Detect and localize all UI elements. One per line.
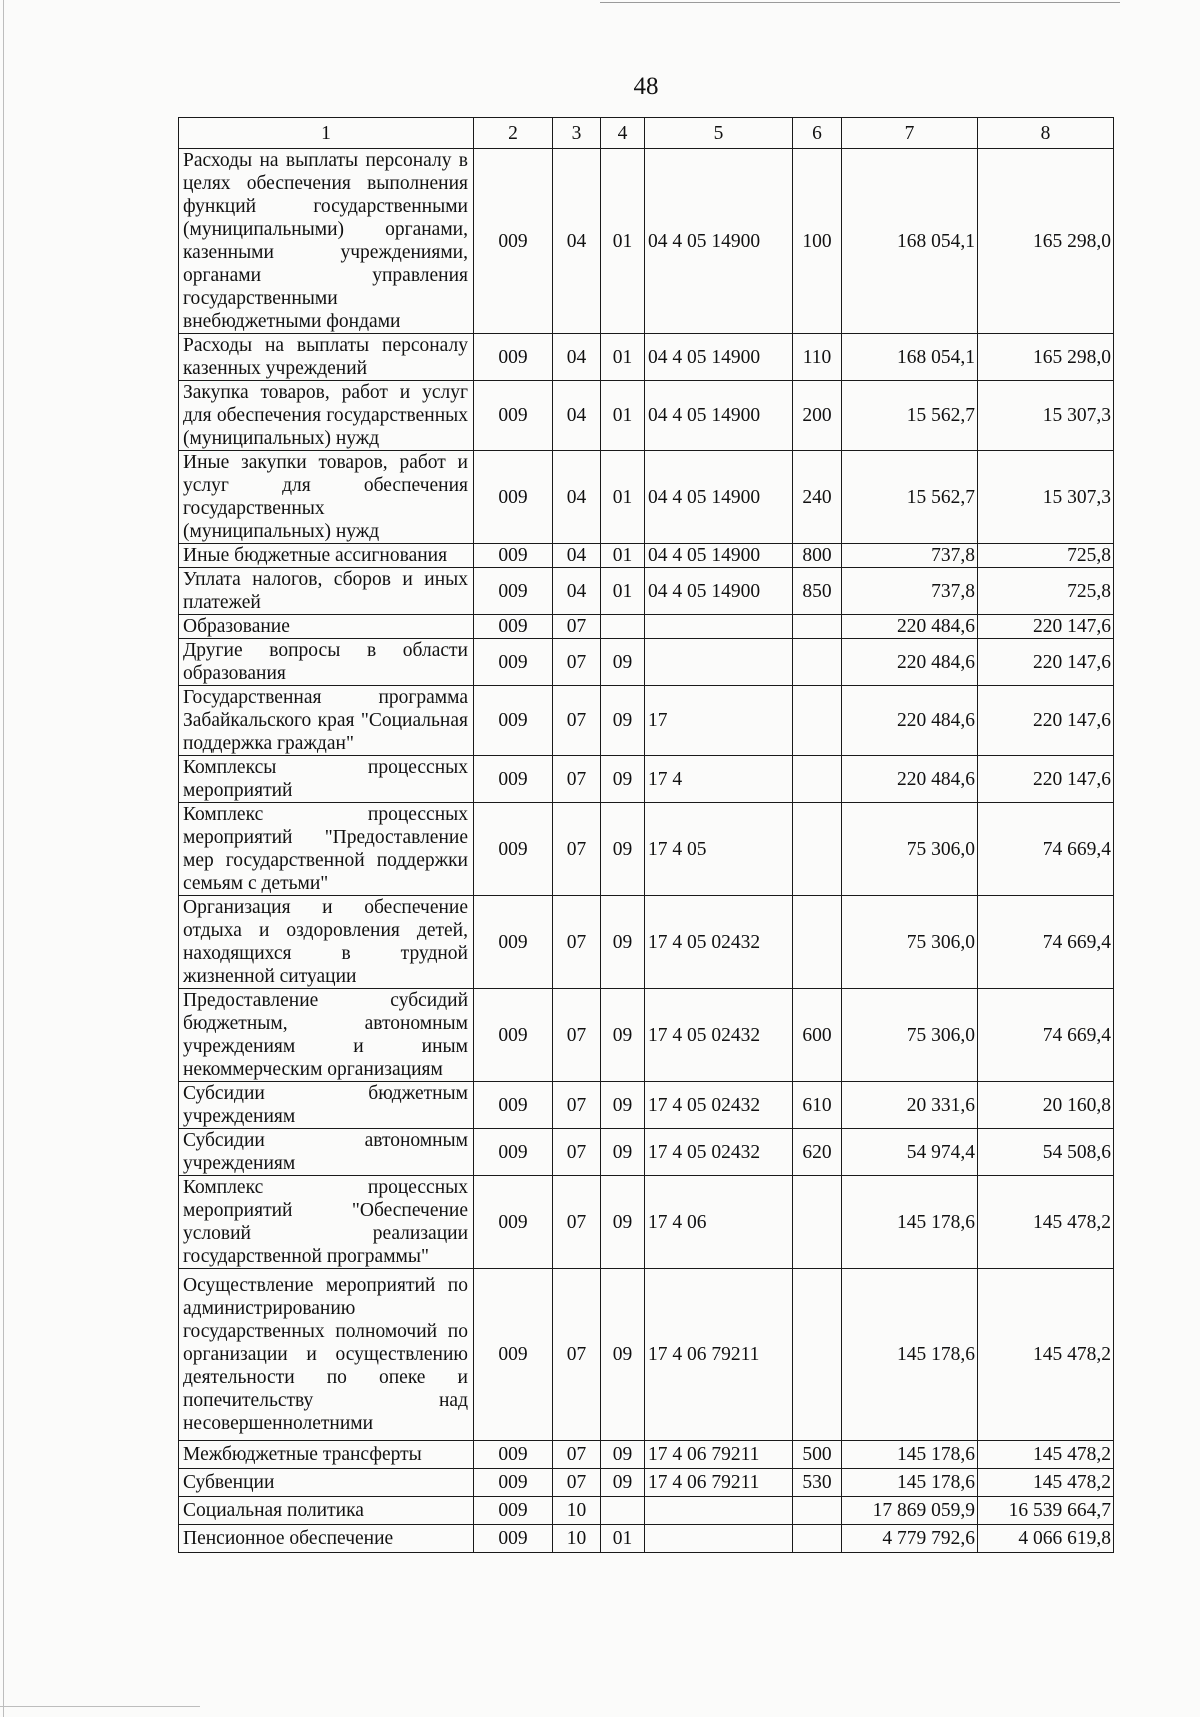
row-amount-col8: 220 147,6 bbox=[978, 639, 1114, 686]
column-number-8: 8 bbox=[978, 118, 1114, 149]
row-ministry-code: 009 bbox=[474, 544, 553, 568]
row-amount-col7: 75 306,0 bbox=[842, 896, 978, 989]
row-amount-col7: 145 178,6 bbox=[842, 1269, 978, 1441]
row-description: Образование bbox=[179, 615, 474, 639]
row-ministry-code: 009 bbox=[474, 1497, 553, 1525]
row-description: Комплекс процессных мероприятий "Обеспечение условий реализации государственной программы" bbox=[179, 1176, 474, 1269]
scan-edge-left bbox=[3, 0, 4, 1717]
table-row bbox=[179, 149, 1114, 334]
row-description: Социальная политика bbox=[179, 1497, 474, 1525]
row-subsection-code: 01 bbox=[601, 544, 645, 568]
row-target-article: 17 4 05 02432 bbox=[645, 1129, 793, 1176]
row-subsection-code: 01 bbox=[601, 149, 645, 334]
row-amount-col7: 220 484,6 bbox=[842, 639, 978, 686]
row-target-article: 04 4 05 14900 bbox=[645, 334, 793, 381]
row-amount-col8: 145 478,2 bbox=[978, 1469, 1114, 1497]
row-target-article bbox=[645, 1525, 793, 1553]
row-expense-type: 200 bbox=[793, 381, 842, 451]
row-ministry-code: 009 bbox=[474, 1269, 553, 1441]
table-row bbox=[179, 989, 1114, 1082]
row-amount-col8: 220 147,6 bbox=[978, 686, 1114, 756]
row-description: Пенсионное обеспечение bbox=[179, 1525, 474, 1553]
row-amount-col7: 168 054,1 bbox=[842, 334, 978, 381]
row-expense-type bbox=[793, 1525, 842, 1553]
row-subsection-code: 09 bbox=[601, 803, 645, 896]
row-amount-col8: 4 066 619,8 bbox=[978, 1525, 1114, 1553]
row-section-code: 07 bbox=[553, 1176, 601, 1269]
row-amount-col8: 220 147,6 bbox=[978, 756, 1114, 803]
row-ministry-code: 009 bbox=[474, 149, 553, 334]
row-description: Предоставление субсидий бюджетным, автономным учреждениям и иным некоммерческим организациям bbox=[179, 989, 474, 1082]
row-ministry-code: 009 bbox=[474, 381, 553, 451]
row-target-article: 17 4 05 02432 bbox=[645, 896, 793, 989]
table-row bbox=[179, 615, 1114, 639]
row-ministry-code: 009 bbox=[474, 1176, 553, 1269]
row-target-article: 17 4 05 02432 bbox=[645, 1082, 793, 1129]
row-amount-col7: 15 562,7 bbox=[842, 381, 978, 451]
row-section-code: 07 bbox=[553, 1469, 601, 1497]
table-row bbox=[179, 334, 1114, 381]
row-amount-col8: 20 160,8 bbox=[978, 1082, 1114, 1129]
row-target-article: 04 4 05 14900 bbox=[645, 149, 793, 334]
row-description: Осуществление мероприятий по администрированию государственных полномочий по организации и осуществлению деятельности по опеке и попечительству над несовершеннолетними bbox=[179, 1269, 474, 1441]
row-target-article bbox=[645, 639, 793, 686]
row-ministry-code: 009 bbox=[474, 1525, 553, 1553]
table-row bbox=[179, 1269, 1114, 1441]
row-amount-col8: 220 147,6 bbox=[978, 615, 1114, 639]
row-amount-col7: 20 331,6 bbox=[842, 1082, 978, 1129]
table-row bbox=[179, 686, 1114, 756]
table-row bbox=[179, 381, 1114, 451]
row-target-article: 17 4 05 02432 bbox=[645, 989, 793, 1082]
row-amount-col7: 220 484,6 bbox=[842, 756, 978, 803]
row-expense-type: 110 bbox=[793, 334, 842, 381]
row-section-code: 07 bbox=[553, 639, 601, 686]
row-target-article: 17 4 06 79211 bbox=[645, 1269, 793, 1441]
row-amount-col8: 145 478,2 bbox=[978, 1441, 1114, 1469]
row-target-article: 17 4 06 79211 bbox=[645, 1469, 793, 1497]
column-number-row bbox=[179, 118, 1114, 149]
page-number: 48 bbox=[633, 73, 659, 100]
row-target-article: 04 4 05 14900 bbox=[645, 381, 793, 451]
column-number-1: 1 bbox=[179, 118, 474, 149]
table-row bbox=[179, 1129, 1114, 1176]
column-number-7: 7 bbox=[842, 118, 978, 149]
row-subsection-code: 01 bbox=[601, 568, 645, 615]
table-row bbox=[179, 803, 1114, 896]
row-subsection-code: 09 bbox=[601, 1269, 645, 1441]
row-amount-col7: 75 306,0 bbox=[842, 989, 978, 1082]
row-subsection-code: 01 bbox=[601, 1525, 645, 1553]
row-ministry-code: 009 bbox=[474, 1082, 553, 1129]
row-ministry-code: 009 bbox=[474, 896, 553, 989]
row-amount-col7: 54 974,4 bbox=[842, 1129, 978, 1176]
row-amount-col8: 725,8 bbox=[978, 544, 1114, 568]
row-amount-col7: 4 779 792,6 bbox=[842, 1525, 978, 1553]
row-expense-type: 620 bbox=[793, 1129, 842, 1176]
row-description: Расходы на выплаты персоналу в целях обеспечения выполнения функций государственными (муниципальными) органами, казенными учреждениями, органами управления государственными внебюджетными фондами bbox=[179, 149, 474, 334]
row-target-article: 04 4 05 14900 bbox=[645, 451, 793, 544]
row-description: Другие вопросы в области образования bbox=[179, 639, 474, 686]
row-section-code: 04 bbox=[553, 451, 601, 544]
column-number-2: 2 bbox=[474, 118, 553, 149]
row-amount-col7: 220 484,6 bbox=[842, 615, 978, 639]
row-section-code: 10 bbox=[553, 1525, 601, 1553]
row-ministry-code: 009 bbox=[474, 756, 553, 803]
row-expense-type bbox=[793, 896, 842, 989]
row-description: Расходы на выплаты персоналу казенных учреждений bbox=[179, 334, 474, 381]
row-description: Организация и обеспечение отдыха и оздоровления детей, находящихся в трудной жизненной ситуации bbox=[179, 896, 474, 989]
row-description: Иные закупки товаров, работ и услуг для обеспечения государственных (муниципальных) нужд bbox=[179, 451, 474, 544]
row-expense-type bbox=[793, 1497, 842, 1525]
row-section-code: 04 bbox=[553, 334, 601, 381]
row-section-code: 04 bbox=[553, 568, 601, 615]
row-expense-type bbox=[793, 1176, 842, 1269]
row-amount-col8: 145 478,2 bbox=[978, 1176, 1114, 1269]
row-target-article bbox=[645, 615, 793, 639]
row-amount-col8: 165 298,0 bbox=[978, 334, 1114, 381]
row-amount-col7: 145 178,6 bbox=[842, 1176, 978, 1269]
row-subsection-code: 09 bbox=[601, 1082, 645, 1129]
row-description: Государственная программа Забайкальского края "Социальная поддержка граждан" bbox=[179, 686, 474, 756]
column-number-5: 5 bbox=[645, 118, 793, 149]
scan-edge-bottom bbox=[0, 1706, 200, 1707]
row-section-code: 07 bbox=[553, 686, 601, 756]
row-section-code: 07 bbox=[553, 989, 601, 1082]
row-ministry-code: 009 bbox=[474, 989, 553, 1082]
row-description: Межбюджетные трансферты bbox=[179, 1441, 474, 1469]
row-description: Уплата налогов, сборов и иных платежей bbox=[179, 568, 474, 615]
row-section-code: 07 bbox=[553, 1129, 601, 1176]
column-number-3: 3 bbox=[553, 118, 601, 149]
row-section-code: 07 bbox=[553, 1441, 601, 1469]
row-target-article: 17 4 bbox=[645, 756, 793, 803]
row-description: Комплексы процессных мероприятий bbox=[179, 756, 474, 803]
row-expense-type: 500 bbox=[793, 1441, 842, 1469]
row-subsection-code: 09 bbox=[601, 896, 645, 989]
table-row bbox=[179, 1525, 1114, 1553]
row-subsection-code: 01 bbox=[601, 451, 645, 544]
table-row bbox=[179, 1441, 1114, 1469]
row-expense-type: 800 bbox=[793, 544, 842, 568]
row-subsection-code: 09 bbox=[601, 639, 645, 686]
row-description: Субсидии бюджетным учреждениям bbox=[179, 1082, 474, 1129]
table-row bbox=[179, 1469, 1114, 1497]
row-target-article: 04 4 05 14900 bbox=[645, 568, 793, 615]
row-expense-type: 610 bbox=[793, 1082, 842, 1129]
row-amount-col8: 74 669,4 bbox=[978, 896, 1114, 989]
row-description: Субсидии автономным учреждениям bbox=[179, 1129, 474, 1176]
row-description: Закупка товаров, работ и услуг для обеспечения государственных (муниципальных) нужд bbox=[179, 381, 474, 451]
row-amount-col7: 168 054,1 bbox=[842, 149, 978, 334]
row-subsection-code: 09 bbox=[601, 1176, 645, 1269]
row-amount-col8: 15 307,3 bbox=[978, 381, 1114, 451]
row-expense-type: 530 bbox=[793, 1469, 842, 1497]
row-section-code: 04 bbox=[553, 381, 601, 451]
row-ministry-code: 009 bbox=[474, 639, 553, 686]
row-amount-col7: 17 869 059,9 bbox=[842, 1497, 978, 1525]
row-amount-col8: 74 669,4 bbox=[978, 989, 1114, 1082]
row-subsection-code: 09 bbox=[601, 1441, 645, 1469]
row-ministry-code: 009 bbox=[474, 334, 553, 381]
row-amount-col8: 145 478,2 bbox=[978, 1269, 1114, 1441]
row-ministry-code: 009 bbox=[474, 1129, 553, 1176]
row-ministry-code: 009 bbox=[474, 686, 553, 756]
row-amount-col7: 145 178,6 bbox=[842, 1441, 978, 1469]
row-target-article: 04 4 05 14900 bbox=[645, 544, 793, 568]
row-amount-col7: 75 306,0 bbox=[842, 803, 978, 896]
row-expense-type bbox=[793, 639, 842, 686]
row-description: Комплекс процессных мероприятий "Предоставление мер государственной поддержки семьям с детьми" bbox=[179, 803, 474, 896]
row-target-article bbox=[645, 1497, 793, 1525]
row-target-article: 17 4 05 bbox=[645, 803, 793, 896]
row-subsection-code: 09 bbox=[601, 756, 645, 803]
row-amount-col8: 15 307,3 bbox=[978, 451, 1114, 544]
table-row bbox=[179, 544, 1114, 568]
table-row bbox=[179, 756, 1114, 803]
row-section-code: 07 bbox=[553, 1269, 601, 1441]
row-ministry-code: 009 bbox=[474, 803, 553, 896]
row-section-code: 07 bbox=[553, 896, 601, 989]
row-subsection-code: 01 bbox=[601, 334, 645, 381]
row-expense-type bbox=[793, 615, 842, 639]
row-amount-col8: 54 508,6 bbox=[978, 1129, 1114, 1176]
scan-edge-top bbox=[600, 2, 1120, 3]
row-target-article: 17 4 06 bbox=[645, 1176, 793, 1269]
table-row bbox=[179, 451, 1114, 544]
row-expense-type bbox=[793, 756, 842, 803]
row-expense-type bbox=[793, 803, 842, 896]
table-row bbox=[179, 1082, 1114, 1129]
row-ministry-code: 009 bbox=[474, 451, 553, 544]
row-section-code: 07 bbox=[553, 1082, 601, 1129]
row-expense-type: 100 bbox=[793, 149, 842, 334]
row-subsection-code: 01 bbox=[601, 381, 645, 451]
table-row bbox=[179, 896, 1114, 989]
row-expense-type: 240 bbox=[793, 451, 842, 544]
row-section-code: 07 bbox=[553, 756, 601, 803]
row-amount-col7: 15 562,7 bbox=[842, 451, 978, 544]
row-subsection-code: 09 bbox=[601, 1129, 645, 1176]
row-description: Иные бюджетные ассигнования bbox=[179, 544, 474, 568]
row-amount-col7: 220 484,6 bbox=[842, 686, 978, 756]
table-row bbox=[179, 1176, 1114, 1269]
row-section-code: 04 bbox=[553, 544, 601, 568]
row-ministry-code: 009 bbox=[474, 1469, 553, 1497]
row-amount-col8: 74 669,4 bbox=[978, 803, 1114, 896]
row-ministry-code: 009 bbox=[474, 568, 553, 615]
row-expense-type: 850 bbox=[793, 568, 842, 615]
row-section-code: 10 bbox=[553, 1497, 601, 1525]
row-expense-type bbox=[793, 686, 842, 756]
row-section-code: 04 bbox=[553, 149, 601, 334]
row-amount-col7: 737,8 bbox=[842, 568, 978, 615]
table-row bbox=[179, 568, 1114, 615]
row-ministry-code: 009 bbox=[474, 615, 553, 639]
row-expense-type: 600 bbox=[793, 989, 842, 1082]
budget-table bbox=[178, 117, 1114, 1553]
row-amount-col7: 145 178,6 bbox=[842, 1469, 978, 1497]
row-subsection-code: 09 bbox=[601, 989, 645, 1082]
row-amount-col8: 725,8 bbox=[978, 568, 1114, 615]
row-target-article: 17 bbox=[645, 686, 793, 756]
row-section-code: 07 bbox=[553, 615, 601, 639]
table-row bbox=[179, 1497, 1114, 1525]
table-row bbox=[179, 639, 1114, 686]
row-description: Субвенции bbox=[179, 1469, 474, 1497]
row-amount-col8: 165 298,0 bbox=[978, 149, 1114, 334]
row-amount-col8: 16 539 664,7 bbox=[978, 1497, 1114, 1525]
row-expense-type bbox=[793, 1269, 842, 1441]
row-section-code: 07 bbox=[553, 803, 601, 896]
row-ministry-code: 009 bbox=[474, 1441, 553, 1469]
column-number-6: 6 bbox=[793, 118, 842, 149]
row-subsection-code bbox=[601, 1497, 645, 1525]
row-subsection-code: 09 bbox=[601, 1469, 645, 1497]
row-target-article: 17 4 06 79211 bbox=[645, 1441, 793, 1469]
row-amount-col7: 737,8 bbox=[842, 544, 978, 568]
row-subsection-code: 09 bbox=[601, 686, 645, 756]
column-number-4: 4 bbox=[601, 118, 645, 149]
table-body bbox=[179, 118, 1114, 1553]
row-subsection-code bbox=[601, 615, 645, 639]
